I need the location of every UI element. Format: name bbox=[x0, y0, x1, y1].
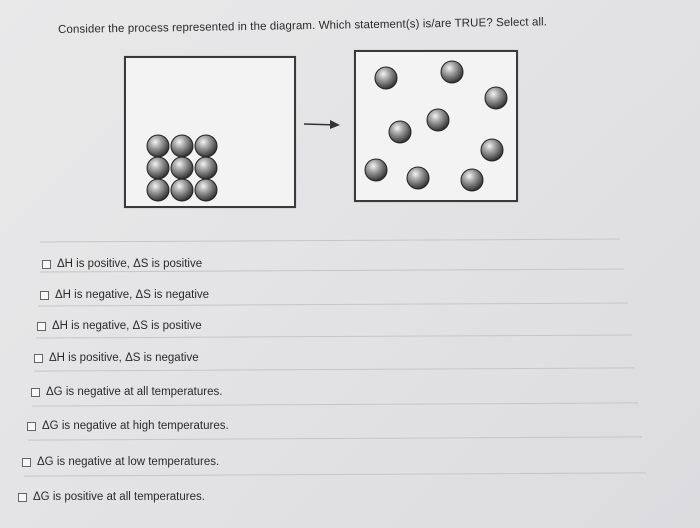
option-2[interactable] bbox=[40, 289, 209, 301]
option-label: ΔH is positive, ΔS is negative bbox=[49, 352, 199, 364]
molecule bbox=[147, 179, 169, 201]
checkbox[interactable] bbox=[40, 291, 49, 300]
divider bbox=[32, 402, 638, 406]
checkbox[interactable] bbox=[31, 388, 40, 397]
option-label: ΔG is positive at all temperatures. bbox=[33, 491, 205, 503]
option-label: ΔG is negative at low temperatures. bbox=[37, 456, 220, 468]
molecule bbox=[147, 135, 169, 157]
divider bbox=[36, 334, 632, 338]
molecule bbox=[171, 157, 193, 179]
option-5[interactable] bbox=[31, 386, 222, 398]
option-label: ΔH is negative, ΔS is positive bbox=[52, 320, 202, 332]
checkbox[interactable] bbox=[37, 322, 46, 331]
option-label: ΔH is positive, ΔS is positive bbox=[57, 258, 203, 270]
packed-molecules bbox=[126, 58, 294, 206]
molecule bbox=[171, 135, 193, 157]
divider bbox=[28, 436, 642, 440]
option-3[interactable] bbox=[37, 320, 202, 332]
molecule bbox=[375, 67, 397, 89]
molecule bbox=[147, 157, 169, 179]
right-arrow-icon bbox=[300, 116, 344, 132]
divider bbox=[24, 472, 646, 476]
molecule bbox=[171, 179, 193, 201]
checkbox[interactable] bbox=[18, 493, 27, 502]
checkbox[interactable] bbox=[22, 458, 31, 467]
diagram-panel-final bbox=[354, 50, 518, 202]
molecule bbox=[195, 157, 217, 179]
divider bbox=[38, 302, 628, 306]
option-8[interactable] bbox=[18, 491, 205, 503]
molecule bbox=[195, 135, 217, 157]
option-label: ΔG is negative at high temperatures. bbox=[42, 420, 229, 432]
diagram-panel-initial bbox=[124, 56, 296, 208]
molecule bbox=[407, 167, 429, 189]
divider bbox=[34, 367, 634, 371]
checkbox[interactable] bbox=[42, 260, 51, 269]
molecule bbox=[365, 159, 387, 181]
option-6[interactable] bbox=[27, 420, 229, 432]
molecule bbox=[441, 61, 463, 83]
molecule bbox=[389, 121, 411, 143]
option-label: ΔG is negative at all temperatures. bbox=[46, 386, 223, 398]
divider bbox=[40, 238, 620, 242]
dispersed-molecules bbox=[356, 52, 516, 200]
checkbox[interactable] bbox=[34, 354, 43, 363]
question-text: Consider the process represented in the diagram. Which statement(s) is/are TRUE? Select all. bbox=[58, 16, 548, 36]
molecule bbox=[481, 139, 503, 161]
molecule bbox=[485, 87, 507, 109]
option-4[interactable] bbox=[34, 352, 199, 364]
option-7[interactable] bbox=[22, 456, 219, 468]
option-1[interactable] bbox=[42, 258, 202, 270]
checkbox[interactable] bbox=[27, 422, 36, 431]
option-label: ΔH is negative, ΔS is negative bbox=[55, 289, 210, 301]
molecule bbox=[195, 179, 217, 201]
molecule bbox=[427, 109, 449, 131]
molecule bbox=[461, 169, 483, 191]
